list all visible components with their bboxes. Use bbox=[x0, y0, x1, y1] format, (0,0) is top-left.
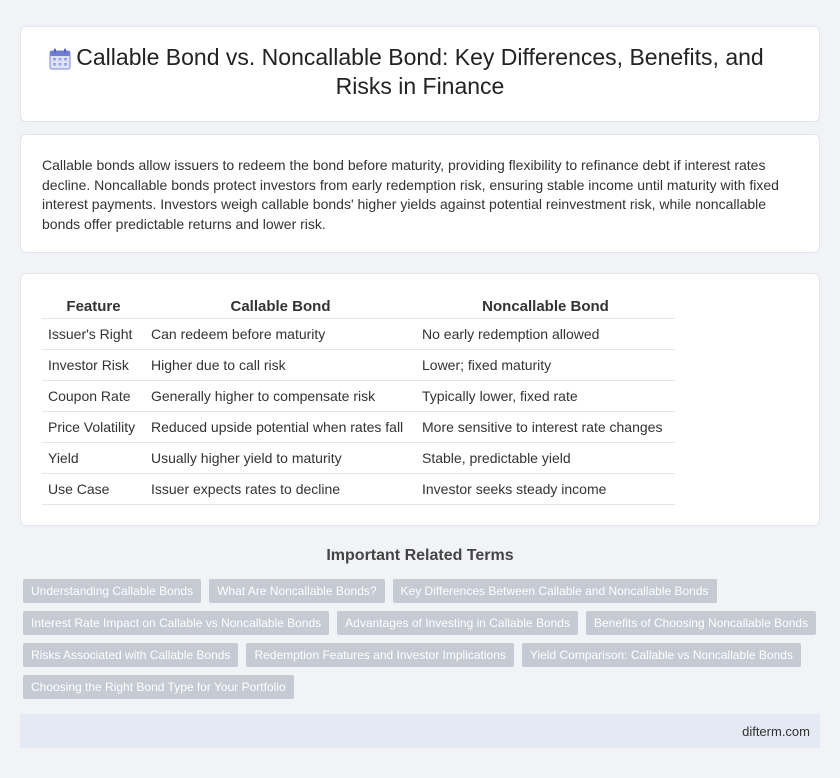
table-cell: Typically lower, fixed rate bbox=[416, 380, 675, 411]
related-term-tag[interactable]: Risks Associated with Callable Bonds bbox=[23, 643, 238, 667]
related-term-tag[interactable]: What Are Noncallable Bonds? bbox=[209, 579, 384, 603]
related-terms-list bbox=[23, 579, 823, 707]
table-row bbox=[42, 349, 675, 380]
table-cell: Higher due to call risk bbox=[145, 349, 416, 380]
related-terms-title: Important Related Terms bbox=[326, 547, 514, 564]
tag-row bbox=[23, 643, 823, 667]
table-row bbox=[42, 411, 675, 442]
table-row bbox=[42, 318, 675, 349]
related-term-tag[interactable]: Understanding Callable Bonds bbox=[23, 579, 201, 603]
table-header-row bbox=[42, 294, 675, 318]
table-cell: Coupon Rate bbox=[42, 380, 145, 411]
table-cell: More sensitive to interest rate changes bbox=[416, 411, 675, 442]
table-cell: Yield bbox=[42, 442, 145, 473]
column-header-callable: Callable Bond bbox=[145, 294, 416, 318]
column-header-noncallable: Noncallable Bond bbox=[416, 294, 675, 318]
related-term-tag[interactable]: Yield Comparison: Callable vs Noncallable Bonds bbox=[522, 643, 801, 667]
footer bbox=[20, 714, 820, 748]
table-cell: Reduced upside potential when rates fall bbox=[145, 411, 416, 442]
summary-text: Callable bonds allow issuers to redeem the bond before maturity, providing flexibility to refinance debt if interest rates decline. Noncallable bonds protect investors from early redemption risk, ensuring stable income until maturity with fixed interest payments. Investors weigh callable bonds' higher yields against potential reinvestment risk, while noncallable bonds offer predictable returns and lower risk. bbox=[42, 157, 779, 232]
page-title: Callable Bond vs. Noncallable Bond: Key Differences, Benefits, and Risks in Finance bbox=[76, 44, 764, 99]
related-term-tag[interactable]: Benefits of Choosing Noncallable Bonds bbox=[586, 611, 816, 635]
summary-card bbox=[20, 134, 820, 253]
column-header-feature: Feature bbox=[42, 294, 145, 318]
tag-row bbox=[23, 675, 823, 699]
table-cell: Generally higher to compensate risk bbox=[145, 380, 416, 411]
table-cell: Investor seeks steady income bbox=[416, 473, 675, 504]
related-term-tag[interactable]: Advantages of Investing in Callable Bonds bbox=[337, 611, 578, 635]
header-card bbox=[20, 26, 820, 122]
table-cell: Lower; fixed maturity bbox=[416, 349, 675, 380]
table-row bbox=[42, 473, 675, 504]
table-cell: No early redemption allowed bbox=[416, 318, 675, 349]
footer-site-name[interactable]: difterm.com bbox=[742, 724, 810, 739]
comparison-table bbox=[42, 294, 675, 505]
tag-row bbox=[23, 579, 823, 603]
table-cell: Use Case bbox=[42, 473, 145, 504]
table-cell: Issuer's Right bbox=[42, 318, 145, 349]
table-row bbox=[42, 442, 675, 473]
related-term-tag[interactable]: Redemption Features and Investor Implications bbox=[246, 643, 513, 667]
related-term-tag[interactable]: Interest Rate Impact on Callable vs Noncallable Bonds bbox=[23, 611, 329, 635]
related-term-tag[interactable]: Choosing the Right Bond Type for Your Portfolio bbox=[23, 675, 294, 699]
table-cell: Issuer expects rates to decline bbox=[145, 473, 416, 504]
table-cell: Stable, predictable yield bbox=[416, 442, 675, 473]
table-cell: Price Volatility bbox=[42, 411, 145, 442]
tag-row bbox=[23, 611, 823, 635]
table-row bbox=[42, 380, 675, 411]
related-term-tag[interactable]: Key Differences Between Callable and Noncallable Bonds bbox=[393, 579, 717, 603]
table-cell: Investor Risk bbox=[42, 349, 145, 380]
comparison-table-card bbox=[20, 273, 820, 526]
table-cell: Can redeem before maturity bbox=[145, 318, 416, 349]
table-cell: Usually higher yield to maturity bbox=[145, 442, 416, 473]
